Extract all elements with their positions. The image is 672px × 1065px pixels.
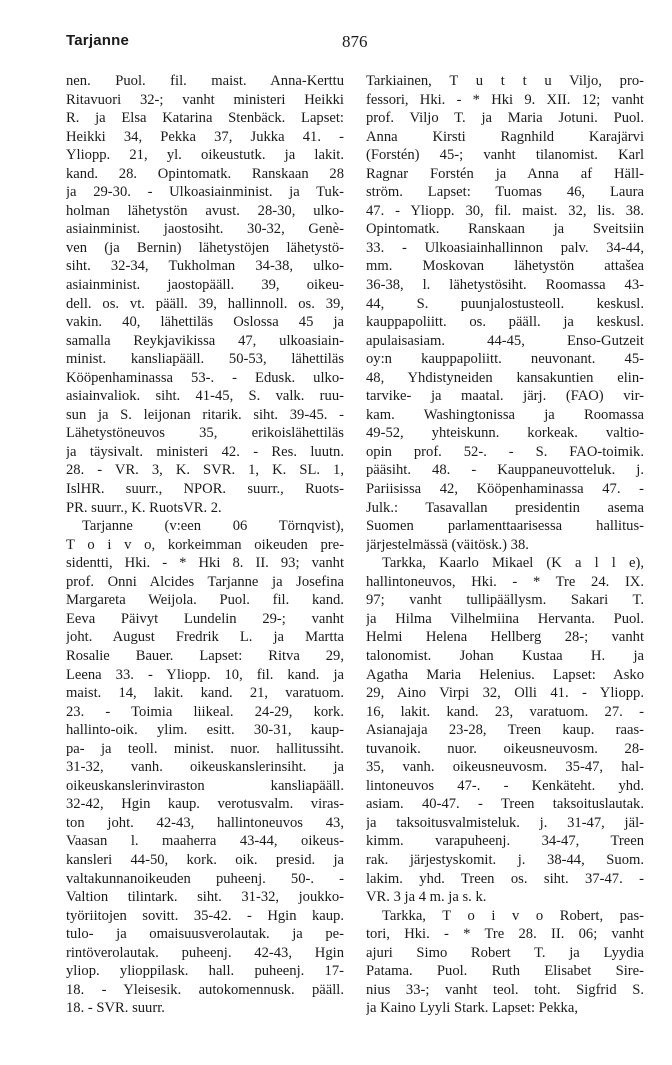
text-line: Patama. Puol. Ruth Elisabet Sire-	[366, 963, 644, 980]
text-line: siht. 32-34, Tukholman 34-38, ulko-	[66, 258, 344, 275]
text-line: 44, S. puunjalostusteoll. keskusl.	[366, 295, 644, 312]
text-line: rintöverolautak. puheenj. 42-43, Hgin	[66, 944, 344, 961]
text-line: nius 33-; vanht teol. toht. Sigfrid S.	[366, 981, 644, 998]
text-line: 97; vanht tullipäällysm. Sakari T.	[366, 592, 644, 609]
text-line: 18. - SVR. suurr.	[66, 1000, 165, 1017]
text-line: IslHR. suurr., NPOR. suurr., Ruots-	[66, 481, 344, 498]
text-line: 23. - Toimia liikeal. 24-29, kork.	[66, 703, 344, 720]
text-line: 16, lakit. kand. 23, varatuom. 27. -	[366, 703, 644, 720]
text-line: yliop. ylioppilask. hall. puheenj. 17-	[66, 963, 344, 980]
text-line: maist. 14, lakit. kand. 21, varatuom.	[66, 685, 344, 702]
page-header	[66, 30, 644, 54]
text-line: Eeva Päivyt Lundelin 29-; vanht	[66, 610, 344, 627]
text-line: asiainvaliok. siht. 41-45, S. valk. ruu-	[66, 388, 344, 405]
text-line: 32-42, Hgin kaup. verotusvalm. viras-	[66, 796, 344, 813]
text-line: minist. kansliapääll. 50-53, lähettiläs	[66, 351, 344, 368]
text-line: kand. 28. Opintomatk. Ranskaan 28	[66, 165, 344, 182]
text-line: 49-52, yhteiskunn. korkeak. valtio-	[366, 425, 644, 442]
text-line: Vaasan l. maaherra 43-44, oikeus-	[66, 833, 344, 850]
text-line: hallintoneuvos, Hki. - * Tre 24. IX.	[366, 573, 644, 590]
text-line: ström. Lapset: Tuomas 46, Laura	[366, 184, 644, 201]
text-line: ja täysivalt. ministeri 42. - Res. luutn.	[66, 443, 344, 460]
text-line: ja taksoitusvalmisteluk. j. 31-47, jäl-	[366, 814, 644, 831]
text-line: työriitojen sovitt. 35-42. - Hgin kaup.	[66, 907, 344, 924]
text-line: ven (ja Bernin) lähetystöjen lähetystö-	[66, 239, 344, 256]
text-line: tori, Hki. - * Tre 28. II. 06; vanht	[366, 926, 644, 943]
text-line: VR. 3 ja 4 m. ja s. k.	[366, 889, 487, 906]
text-line: Helmi Helena Hellberg 28-; vanht	[366, 629, 644, 646]
text-line: Opintomatk. Ranskaan ja Sveitsiin	[366, 221, 644, 238]
text-line: nen. Puol. fil. maist. Anna-Kerttu	[66, 73, 344, 89]
text-line: Margareta Weijola. Puol. fil. kand.	[66, 592, 344, 609]
text-line: apulaisasiam. 44-45, Enso-Gutzeit	[366, 332, 644, 349]
text-line: pa- ja teoll. minist. nuor. hallitussiht.	[66, 740, 344, 757]
text-line: hallinto-oik. ylim. esitt. 30-31, kaup-	[66, 722, 344, 739]
left-column	[66, 72, 344, 1018]
text-line: tuvanoik. nuor. oikeusneuvosm. 28-	[366, 740, 644, 757]
text-line: asiainminist. jaostopääll. 39, oikeu-	[66, 277, 344, 294]
text-line: holman lähetystön avust. 28-30, ulko-	[66, 202, 344, 219]
text-line: opin prof. 52-. - S. FAO-toimik.	[366, 443, 644, 460]
text-line: joht. August Fredrik L. ja Martta	[66, 629, 344, 646]
text-line: valtakunnanoikeuden puheenj. 50-. -	[66, 870, 344, 887]
text-line: R. ja Elsa Katarina Stenbäck. Lapset:	[66, 110, 344, 127]
text-line: 29, Aino Virpi 32, Olli 41. - Yliopp.	[366, 685, 644, 702]
text-line: Ritavuori 32-; vanht ministeri Heikki	[66, 91, 344, 108]
text-line: lintoneuvos 47-. - Kenkäteht. yhd.	[366, 777, 644, 794]
text-line: tulo- ja omaisuusverolautak. ja pe-	[66, 926, 344, 943]
text-line: PR. suurr., K. RuotsVR. 2.	[66, 499, 222, 516]
text-line: kansleri 44-50, kork. oik. presid. ja	[66, 851, 344, 868]
text-line: sun ja S. leijonan ritarik. siht. 39-45. -	[66, 406, 344, 423]
text-line: ja Hilma Vilhelmiina Hervanta. Puol.	[366, 610, 644, 627]
text-line: 48, Yhdistyneiden kansakuntien elin-	[366, 369, 644, 386]
text-line: tarvike- ja maatal. järj. (FAO) vir-	[366, 388, 644, 405]
text-line: asiainminist. jaostosiht. 30-32, Genè-	[66, 221, 344, 238]
text-line: 35, vanh. oikeusneuvosm. 35-47, hal-	[366, 759, 644, 776]
text-columns	[66, 72, 644, 1032]
right-column	[366, 72, 644, 1018]
text-line: prof. Onni Alcides Tarjanne ja Josefina	[66, 573, 344, 590]
text-line: 47. - Yliopp. 30, fil. maist. 32, lis. 38.	[366, 202, 644, 219]
text-line: prof. Viljo T. ja Maria Jotuni. Puol.	[366, 110, 644, 127]
text-line: 28. - VR. 3, K. SVR. 1, K. SL. 1,	[66, 462, 344, 479]
text-line: (Forstén) 45-; vanht tilanomist. Karl	[366, 147, 644, 164]
page-number: 876	[342, 32, 368, 51]
text-line: 36-38, l. lähetystösiht. Roomassa 43-	[366, 277, 644, 294]
text-line: dell. os. vt. pääll. 39, hallinnoll. os. 39,	[66, 295, 344, 312]
text-line: ajuri Simo Robert T. ja Lyydia	[366, 944, 644, 961]
text-line: Heikki 34, Pekka 37, Jukka 41. -	[66, 128, 344, 145]
text-line: Pariisissa 42, Kööpenhaminassa 47. -	[366, 481, 644, 498]
text-line: pääsiht. 48. - Kauppaneuvotteluk. j.	[366, 462, 644, 479]
text-line: rak. järjestyskomit. j. 38-44, Suom.	[366, 851, 644, 868]
text-line: Ragnar Forstén ja Anna af Häll-	[366, 165, 644, 182]
text-line: Anna Kirsti Ragnhild Karajärvi	[366, 128, 644, 145]
text-line: vakin. 40, lähettiläs Oslossa 45 ja	[66, 314, 344, 331]
text-line: Agatha Maria Helenius. Lapset: Asko	[366, 666, 644, 683]
text-line: T o i v o, korkeimman oikeuden pre-	[66, 536, 344, 553]
text-line: 33. - Ulkoasiainhallinnon palv. 34-44,	[366, 239, 644, 256]
text-line: Julk.: Tasavallan presidentin asema	[366, 499, 644, 516]
text-line: kimm. varapuheenj. 34-47, Treen	[366, 833, 644, 850]
text-line: oy:n kauppapoliitt. neuvonant. 45-	[366, 351, 644, 368]
text-line: Leena 33. - Yliopp. 10, fil. kand. ja	[66, 666, 344, 683]
text-line: 31-32, vanh. oikeuskanslerinsiht. ja	[66, 759, 344, 776]
text-line: Suomen parlamenttaarisessa hallitus-	[366, 518, 644, 535]
text-line: Asianajaja 23-28, Treen kaup. raas-	[366, 722, 644, 739]
running-head: Tarjanne	[66, 32, 130, 49]
text-line: kam. Washingtonissa ja Roomassa	[366, 406, 644, 423]
text-line: asiam. 40-47. - Treen taksoituslautak.	[366, 796, 644, 813]
text-line: ton joht. 42-43, hallintoneuvos 43,	[66, 814, 344, 831]
text-line: 18. - Yleisesik. autokomennusk. pääll.	[66, 981, 344, 998]
text-line: Tarkka, Kaarlo Mikael (K a l l e),	[382, 555, 644, 572]
text-line: Tarjanne (v:een 06 Törnqvist),	[82, 518, 344, 535]
text-line: samalla Reykjavikissa 47, ulkoasiain-	[66, 332, 344, 349]
text-line: ja 29-30. - Ulkoasiainminist. ja Tuk-	[66, 184, 344, 201]
text-line: Tarkiainen, T u t t u Viljo, pro-	[366, 73, 644, 89]
text-line: ja Kaino Lyyli Stark. Lapset: Pekka,	[366, 1000, 578, 1017]
text-line: mm. Moskovan lähetystön attašea	[366, 258, 644, 275]
text-line: Tarkka, T o i v o Robert, pas-	[382, 907, 644, 924]
text-line: Yliopp. 21, yl. oikeustutk. ja lakit.	[66, 147, 344, 164]
text-line: Lähetystöneuvos 35, erikoislähettiläs	[66, 425, 344, 442]
text-line: talonomist. Johan Kustaa H. ja	[366, 647, 644, 664]
text-line: lakim. yhd. Treen os. siht. 37-47. -	[366, 870, 644, 887]
text-line: sidentti, Hki. - * Hki 8. II. 93; vanht	[66, 555, 344, 572]
text-line: järjestelmässä (väitösk.) 38.	[366, 536, 529, 553]
text-line: Valtion tilintark. siht. 31-32, joukko-	[66, 889, 344, 906]
text-line: fessori, Hki. - * Hki 9. XII. 12; vanht	[366, 91, 644, 108]
text-line: Rosalie Bauer. Lapset: Ritva 29,	[66, 647, 344, 664]
text-line: oikeuskanslerinviraston kansliapääll.	[66, 777, 344, 794]
text-line: kauppapoliitt. os. pääll. ja keskusl.	[366, 314, 644, 331]
text-line: Kööpenhaminassa 53-. - Edusk. ulko-	[66, 369, 344, 386]
